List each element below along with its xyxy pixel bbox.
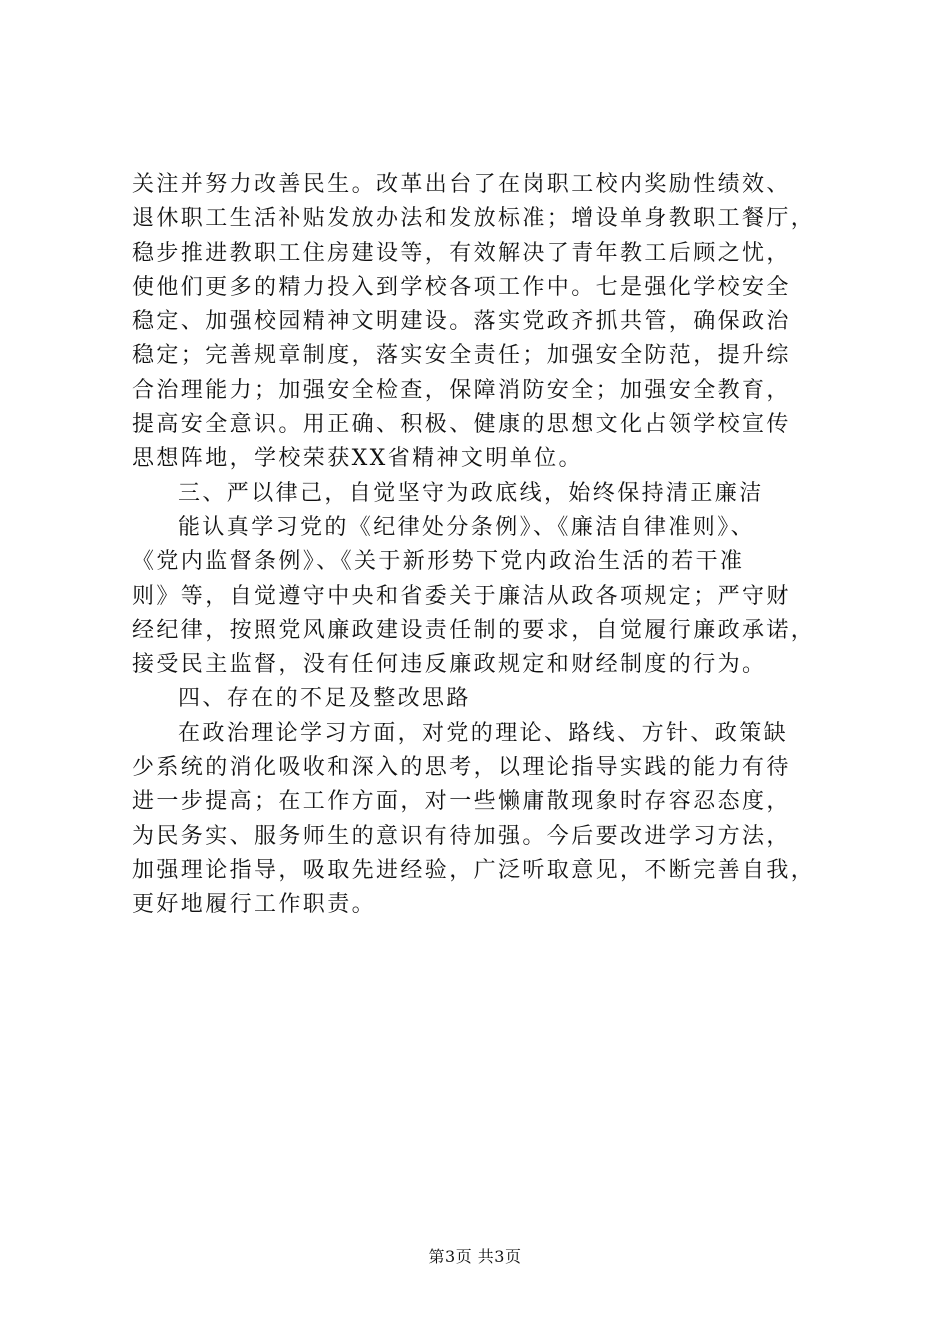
text-line: 稳定；完善规章制度，落实安全责任；加强安全防范，提升综: [132, 343, 791, 369]
text-line: 合治理能力；加强安全检查，保障消防安全；加强安全教育，: [132, 377, 791, 403]
text-line: 提高安全意识。用正确、积极、健康的思想文化占领学校宣传: [132, 412, 791, 438]
paragraph: [132, 168, 832, 477]
text-line: 关注并努力改善民生。改革出台了在岗职工校内奖励性绩效、: [132, 172, 791, 197]
text-line: 稳定、加强校园精神文明建设。落实党政齐抓共管，确保政治: [132, 309, 791, 335]
text-line: 接受民主监督，没有任何违反廉政规定和财经制度的行为。: [132, 652, 767, 678]
text-line: 更好地履行工作职责。: [132, 892, 377, 918]
text-line: 在政治理论学习方面，对党的理论、路线、方针、政策缺: [178, 720, 789, 746]
text-line: 稳步推进教职工住房建设等，有效解决了青年教工后顾之忧，: [132, 240, 791, 266]
text-line: 退休职工生活补贴发放办法和发放标准；增设单身教职工餐厅，: [132, 206, 816, 232]
text-line: 经纪律，按照党风廉政建设责任制的要求，自觉履行廉政承诺，: [132, 617, 816, 643]
text-line: 四、存在的不足及整改思路: [178, 686, 471, 712]
text-line: 则》等，自觉遵守中央和省委关于廉洁从政各项规定；严守财: [132, 583, 791, 609]
paragraph: [132, 511, 832, 682]
paragraph: [132, 717, 832, 923]
section-heading: [132, 477, 832, 511]
text-line: 进一步提高；在工作方面，对一些懒庸散现象时存容忍态度，: [132, 789, 791, 815]
document-body: [132, 168, 832, 923]
text-line: 加强理论指导，吸取先进经验，广泛听取意见，不断完善自我，: [132, 857, 816, 883]
text-line: 思想阵地，学校荣获XX省精神文明单位。: [132, 446, 583, 472]
text-line: 使他们更多的精力投入到学校各项工作中。七是强化学校安全: [132, 274, 791, 300]
text-line: 能认真学习党的《纪律处分条例》、《廉洁自律准则》、: [178, 514, 756, 540]
text-line: 为民务实、服务师生的意识有待加强。今后要改进学习方法，: [132, 823, 791, 849]
text-line: 《党内监督条例》、《关于新形势下党内政治生活的若干准: [132, 549, 745, 575]
text-line: 少系统的消化吸收和深入的思考，以理论指导实践的能力有待: [132, 755, 791, 781]
text-line: 三、严以律己，自觉坚守为政底线，始终保持清正廉洁: [178, 480, 764, 506]
page-number-footer: 第3页 共3页: [428, 1247, 522, 1266]
section-heading: [132, 682, 832, 716]
